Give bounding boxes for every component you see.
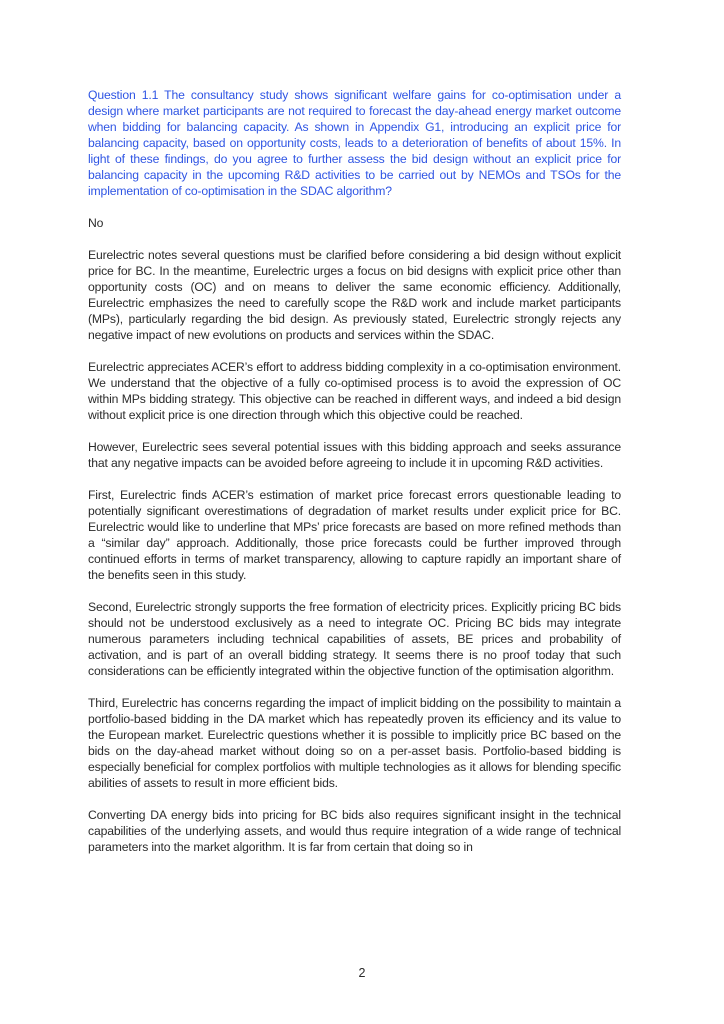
paragraph: First, Eurelectric finds ACER’s estimation of market price forecast errors questionable leading to potentially significant overestimations of degradation of market results under explicit price for BC. Eurelectric would like to underline that MPs’ price forecasts are based on more refined methods than a “similar day” approach. Additionally, those price forecasts could be further improved through continued efforts in terms of market transparency, allowing to capture rapidly an important share of the benefits seen in this study. <box>88 488 621 582</box>
paragraph: Eurelectric appreciates ACER’s effort to address bidding complexity in a co-optimisation environment. We understand that the objective of a fully co-optimised process is to avoid the expression of OC within MPs bidding strategy. This objective can be reached in different ways, and indeed a bid design without explicit price is one direction through which this objective could be reached. <box>88 360 621 422</box>
document-body <box>88 87 621 871</box>
paragraph: Eurelectric notes several questions must be clarified before considering a bid design without explicit price for BC. In the meantime, Eurelectric urges a focus on bid designs with explicit price other than opportunity costs (OC) and on means to deliver the same economic efficiency. Additionally, Eurelectric emphasizes the need to carefully scope the R&D work and include market participants (MPs), particularly regarding the bid design. As previously stated, Eurelectric strongly rejects any negative impact of new evolutions on products and services within the SDAC. <box>88 248 621 342</box>
question-text: Question 1.1 The consultancy study shows significant welfare gains for co-optimisation under a design where market participants are not required to forecast the day-ahead energy market outcome when bidding for balancing capacity. As shown in Appendix G1, introducing an explicit price for balancing capacity, based on opportunity costs, leads to a deterioration of benefits of about 15%. In light of these findings, do you agree to further assess the bid design without an explicit price for balancing capacity in the upcoming R&D activities to be carried out by NEMOs and TSOs for the implementation of co-optimisation in the SDAC algorithm? <box>88 88 621 198</box>
paragraph: However, Eurelectric sees several potential issues with this bidding approach and seeks assurance that any negative impacts can be avoided before agreeing to include it in upcoming R&D activities. <box>88 440 621 470</box>
page-number: 2 <box>358 966 366 980</box>
answer-text: No <box>88 216 104 230</box>
paragraph: Second, Eurelectric strongly supports the free formation of electricity prices. Explicitly pricing BC bids should not be understood exclusively as a need to integrate OC. Pricing BC bids may integrate numerous parameters including technical capabilities of assets, BE prices and probability of activation, and is part of an overall bidding strategy. It seems there is no proof today that such considerations can be efficiently integrated within the objective function of the optimisation algorithm. <box>88 600 621 678</box>
paragraph: Converting DA energy bids into pricing for BC bids also requires significant insight in the technical capabilities of the underlying assets, and would thus require integration of a wide range of technical parameters into the market algorithm. It is far from certain that doing so in <box>88 808 621 854</box>
paragraph: Third, Eurelectric has concerns regarding the impact of implicit bidding on the possibility to maintain a portfolio-based bidding in the DA market which has repeatedly proven its efficiency and its value to the European market. Eurelectric questions whether it is possible to implicitly price BC based on the bids on the day-ahead market without doing so on a per-asset basis. Portfolio-based bidding is especially beneficial for complex portfolios with multiple technologies as it allows for blending specific abilities of assets to result in more efficient bids. <box>88 696 621 790</box>
